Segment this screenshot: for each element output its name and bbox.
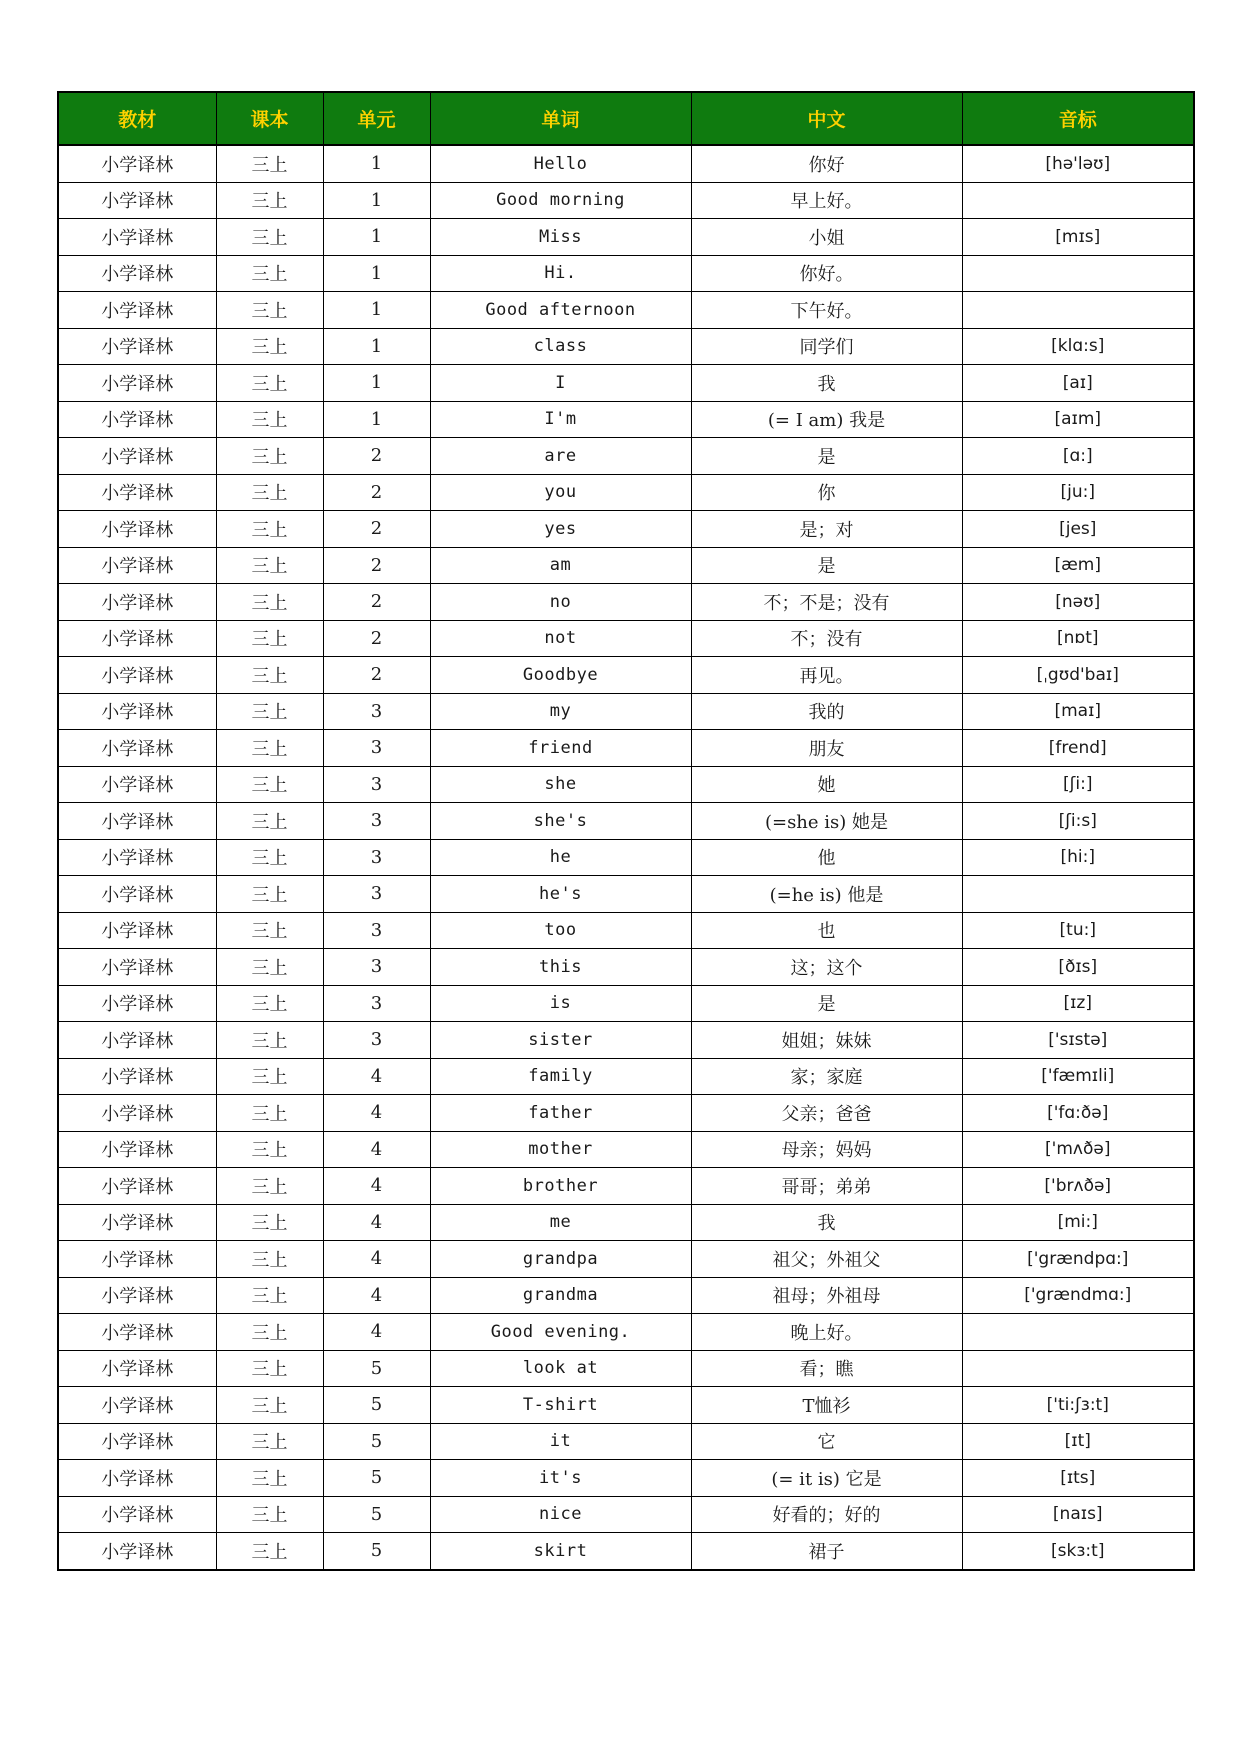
cell-phonetic: [962, 1314, 1194, 1351]
cell-textbook: 小学译林: [58, 693, 216, 730]
vocabulary-table: [57, 91, 1195, 1571]
table-body: [58, 145, 1194, 1570]
cell-chinese: 不；没有: [691, 620, 962, 657]
cell-unit: 1: [323, 365, 430, 402]
cell-textbook: 小学译林: [58, 145, 216, 182]
cell-phonetic: [frend]: [962, 730, 1194, 767]
cell-book: 三上: [216, 657, 323, 694]
cell-phonetic: [tu:]: [962, 912, 1194, 949]
cell-word: grandma: [430, 1277, 691, 1314]
cell-word: Good afternoon: [430, 292, 691, 329]
cell-word: am: [430, 547, 691, 584]
cell-textbook: 小学译林: [58, 912, 216, 949]
cell-unit: 5: [323, 1533, 430, 1570]
cell-book: 三上: [216, 1241, 323, 1278]
header-unit: 单元: [323, 92, 430, 145]
cell-unit: 3: [323, 1022, 430, 1059]
cell-textbook: 小学译林: [58, 1314, 216, 1351]
cell-chinese: 看；瞧: [691, 1350, 962, 1387]
header-row: [58, 92, 1194, 145]
cell-word: Miss: [430, 219, 691, 256]
cell-textbook: 小学译林: [58, 1277, 216, 1314]
cell-word: sister: [430, 1022, 691, 1059]
table-row: [58, 1241, 1194, 1278]
cell-textbook: 小学译林: [58, 1168, 216, 1205]
cell-phonetic: [mi:]: [962, 1204, 1194, 1241]
cell-textbook: 小学译林: [58, 584, 216, 621]
cell-chinese: (= it is) 它是: [691, 1460, 962, 1497]
cell-word: father: [430, 1095, 691, 1132]
cell-book: 三上: [216, 912, 323, 949]
cell-textbook: 小学译林: [58, 292, 216, 329]
table-row: [58, 219, 1194, 256]
cell-book: 三上: [216, 145, 323, 182]
cell-word: I'm: [430, 401, 691, 438]
cell-chinese: 这；这个: [691, 949, 962, 986]
cell-textbook: 小学译林: [58, 730, 216, 767]
cell-word: Good morning: [430, 182, 691, 219]
cell-textbook: 小学译林: [58, 1131, 216, 1168]
header-book: 课本: [216, 92, 323, 145]
cell-unit: 4: [323, 1277, 430, 1314]
cell-textbook: 小学译林: [58, 219, 216, 256]
cell-chinese: 她: [691, 766, 962, 803]
table-row: [58, 803, 1194, 840]
cell-phonetic: [æm]: [962, 547, 1194, 584]
cell-unit: 2: [323, 657, 430, 694]
cell-unit: 5: [323, 1496, 430, 1533]
cell-word: my: [430, 693, 691, 730]
table-row: [58, 1095, 1194, 1132]
cell-word: friend: [430, 730, 691, 767]
cell-phonetic: ['grændmɑ:]: [962, 1277, 1194, 1314]
cell-chinese: 也: [691, 912, 962, 949]
table-row: [58, 730, 1194, 767]
cell-book: 三上: [216, 474, 323, 511]
cell-unit: 4: [323, 1168, 430, 1205]
cell-textbook: 小学译林: [58, 839, 216, 876]
cell-chinese: 晚上好。: [691, 1314, 962, 1351]
table-row: [58, 1204, 1194, 1241]
cell-book: 三上: [216, 219, 323, 256]
cell-unit: 1: [323, 255, 430, 292]
cell-word: he's: [430, 876, 691, 913]
cell-book: 三上: [216, 511, 323, 548]
cell-unit: 4: [323, 1058, 430, 1095]
cell-chinese: 是: [691, 985, 962, 1022]
cell-chinese: 我: [691, 1204, 962, 1241]
cell-unit: 3: [323, 985, 430, 1022]
cell-textbook: 小学译林: [58, 1387, 216, 1424]
cell-word: Hi.: [430, 255, 691, 292]
cell-book: 三上: [216, 985, 323, 1022]
cell-chinese: (=she is) 她是: [691, 803, 962, 840]
cell-book: 三上: [216, 1168, 323, 1205]
cell-chinese: (=he is) 他是: [691, 876, 962, 913]
cell-phonetic: [ɪt]: [962, 1423, 1194, 1460]
table-row: [58, 1168, 1194, 1205]
cell-textbook: 小学译林: [58, 255, 216, 292]
table-row: [58, 657, 1194, 694]
cell-phonetic: [mɪs]: [962, 219, 1194, 256]
cell-phonetic: [maɪ]: [962, 693, 1194, 730]
cell-phonetic: [962, 182, 1194, 219]
cell-chinese: 祖父；外祖父: [691, 1241, 962, 1278]
cell-phonetic: ['ti:ʃɜ:t]: [962, 1387, 1194, 1424]
header-phonetic: 音标: [962, 92, 1194, 145]
cell-chinese: 我: [691, 365, 962, 402]
cell-word: brother: [430, 1168, 691, 1205]
cell-phonetic: [ðɪs]: [962, 949, 1194, 986]
cell-word: this: [430, 949, 691, 986]
table-row: [58, 328, 1194, 365]
cell-word: it: [430, 1423, 691, 1460]
cell-word: family: [430, 1058, 691, 1095]
table-row: [58, 145, 1194, 182]
table-row: [58, 511, 1194, 548]
cell-phonetic: [nəʊ]: [962, 584, 1194, 621]
cell-chinese: 你好: [691, 145, 962, 182]
cell-unit: 3: [323, 766, 430, 803]
cell-chinese: 不；不是；没有: [691, 584, 962, 621]
cell-book: 三上: [216, 547, 323, 584]
cell-unit: 4: [323, 1314, 430, 1351]
table-row: [58, 292, 1194, 329]
cell-book: 三上: [216, 584, 323, 621]
table-row: [58, 876, 1194, 913]
cell-unit: 4: [323, 1204, 430, 1241]
table-row: [58, 255, 1194, 292]
cell-chinese: 小姐: [691, 219, 962, 256]
table-row: [58, 1387, 1194, 1424]
cell-book: 三上: [216, 328, 323, 365]
cell-book: 三上: [216, 438, 323, 475]
cell-chinese: 是: [691, 547, 962, 584]
cell-phonetic: ['grændpɑ:]: [962, 1241, 1194, 1278]
table-row: [58, 401, 1194, 438]
cell-word: I: [430, 365, 691, 402]
cell-book: 三上: [216, 1095, 323, 1132]
cell-unit: 4: [323, 1241, 430, 1278]
cell-phonetic: ['mʌðə]: [962, 1131, 1194, 1168]
table-row: [58, 1533, 1194, 1570]
cell-phonetic: [aɪ]: [962, 365, 1194, 402]
cell-book: 三上: [216, 1277, 323, 1314]
cell-textbook: 小学译林: [58, 1350, 216, 1387]
cell-chinese: 朋友: [691, 730, 962, 767]
cell-book: 三上: [216, 1533, 323, 1570]
cell-unit: 2: [323, 547, 430, 584]
header-word: 单词: [430, 92, 691, 145]
table-row: [58, 1423, 1194, 1460]
cell-phonetic: [ɑ:]: [962, 438, 1194, 475]
cell-chinese: 裙子: [691, 1533, 962, 1570]
cell-unit: 5: [323, 1350, 430, 1387]
cell-word: she: [430, 766, 691, 803]
cell-textbook: 小学译林: [58, 1496, 216, 1533]
table-row: [58, 547, 1194, 584]
cell-book: 三上: [216, 766, 323, 803]
cell-chinese: 我的: [691, 693, 962, 730]
cell-word: are: [430, 438, 691, 475]
cell-textbook: 小学译林: [58, 1204, 216, 1241]
cell-textbook: 小学译林: [58, 401, 216, 438]
cell-textbook: 小学译林: [58, 1460, 216, 1497]
cell-unit: 5: [323, 1423, 430, 1460]
cell-unit: 3: [323, 949, 430, 986]
cell-word: yes: [430, 511, 691, 548]
cell-textbook: 小学译林: [58, 1241, 216, 1278]
cell-phonetic: [ɪz]: [962, 985, 1194, 1022]
cell-unit: 3: [323, 803, 430, 840]
cell-chinese: 早上好。: [691, 182, 962, 219]
cell-word: Hello: [430, 145, 691, 182]
table-row: [58, 620, 1194, 657]
cell-unit: 2: [323, 438, 430, 475]
cell-book: 三上: [216, 1022, 323, 1059]
cell-textbook: 小学译林: [58, 803, 216, 840]
cell-book: 三上: [216, 1058, 323, 1095]
table-row: [58, 985, 1194, 1022]
cell-chinese: 再见。: [691, 657, 962, 694]
cell-book: 三上: [216, 803, 323, 840]
cell-chinese: 下午好。: [691, 292, 962, 329]
cell-textbook: 小学译林: [58, 365, 216, 402]
cell-book: 三上: [216, 876, 323, 913]
cell-book: 三上: [216, 693, 323, 730]
cell-phonetic: ['brʌðə]: [962, 1168, 1194, 1205]
cell-phonetic: [nɒt]: [962, 620, 1194, 657]
cell-unit: 3: [323, 730, 430, 767]
table-row: [58, 584, 1194, 621]
cell-book: 三上: [216, 1387, 323, 1424]
cell-unit: 1: [323, 401, 430, 438]
table-row: [58, 1058, 1194, 1095]
cell-book: 三上: [216, 1131, 323, 1168]
cell-word: no: [430, 584, 691, 621]
cell-textbook: 小学译林: [58, 438, 216, 475]
cell-unit: 2: [323, 584, 430, 621]
cell-textbook: 小学译林: [58, 876, 216, 913]
cell-unit: 2: [323, 620, 430, 657]
cell-phonetic: ['fæmɪli]: [962, 1058, 1194, 1095]
cell-phonetic: [962, 292, 1194, 329]
cell-unit: 3: [323, 839, 430, 876]
cell-word: is: [430, 985, 691, 1022]
cell-book: 三上: [216, 292, 323, 329]
cell-unit: 1: [323, 292, 430, 329]
cell-textbook: 小学译林: [58, 985, 216, 1022]
cell-textbook: 小学译林: [58, 766, 216, 803]
cell-chinese: 是: [691, 438, 962, 475]
cell-textbook: 小学译林: [58, 1533, 216, 1570]
table-row: [58, 1277, 1194, 1314]
cell-book: 三上: [216, 1423, 323, 1460]
table-row: [58, 1496, 1194, 1533]
cell-unit: 2: [323, 511, 430, 548]
cell-word: mother: [430, 1131, 691, 1168]
header-chinese: 中文: [691, 92, 962, 145]
table-row: [58, 182, 1194, 219]
cell-chinese: 你好。: [691, 255, 962, 292]
cell-chinese: 同学们: [691, 328, 962, 365]
cell-unit: 4: [323, 1095, 430, 1132]
table-row: [58, 474, 1194, 511]
cell-book: 三上: [216, 401, 323, 438]
table-header: [58, 92, 1194, 145]
cell-phonetic: [hə'ləʊ]: [962, 145, 1194, 182]
cell-book: 三上: [216, 949, 323, 986]
cell-word: Goodbye: [430, 657, 691, 694]
cell-chinese: 父亲；爸爸: [691, 1095, 962, 1132]
cell-word: she's: [430, 803, 691, 840]
cell-phonetic: [ʃi:]: [962, 766, 1194, 803]
vocabulary-sheet: [57, 91, 1193, 1571]
cell-phonetic: [ʃi:s]: [962, 803, 1194, 840]
cell-chinese: (= I am) 我是: [691, 401, 962, 438]
cell-chinese: 好看的；好的: [691, 1496, 962, 1533]
cell-textbook: 小学译林: [58, 182, 216, 219]
cell-textbook: 小学译林: [58, 620, 216, 657]
cell-word: Good evening.: [430, 1314, 691, 1351]
table-row: [58, 1350, 1194, 1387]
cell-phonetic: [skɜ:t]: [962, 1533, 1194, 1570]
cell-textbook: 小学译林: [58, 1423, 216, 1460]
cell-word: grandpa: [430, 1241, 691, 1278]
cell-word: too: [430, 912, 691, 949]
cell-word: you: [430, 474, 691, 511]
cell-phonetic: [962, 255, 1194, 292]
cell-book: 三上: [216, 620, 323, 657]
cell-book: 三上: [216, 365, 323, 402]
table-row: [58, 1460, 1194, 1497]
cell-chinese: 他: [691, 839, 962, 876]
cell-book: 三上: [216, 255, 323, 292]
cell-chinese: 家；家庭: [691, 1058, 962, 1095]
cell-word: skirt: [430, 1533, 691, 1570]
cell-chinese: 是；对: [691, 511, 962, 548]
cell-unit: 3: [323, 912, 430, 949]
cell-unit: 4: [323, 1131, 430, 1168]
cell-phonetic: [aɪm]: [962, 401, 1194, 438]
table-row: [58, 766, 1194, 803]
cell-unit: 2: [323, 474, 430, 511]
cell-word: nice: [430, 1496, 691, 1533]
cell-unit: 1: [323, 145, 430, 182]
table-row: [58, 1022, 1194, 1059]
cell-word: class: [430, 328, 691, 365]
cell-phonetic: ['sɪstə]: [962, 1022, 1194, 1059]
cell-book: 三上: [216, 1314, 323, 1351]
table-row: [58, 839, 1194, 876]
cell-phonetic: [jes]: [962, 511, 1194, 548]
cell-chinese: 母亲；妈妈: [691, 1131, 962, 1168]
cell-textbook: 小学译林: [58, 328, 216, 365]
table-row: [58, 1314, 1194, 1351]
cell-chinese: 祖母；外祖母: [691, 1277, 962, 1314]
cell-word: me: [430, 1204, 691, 1241]
cell-phonetic: [naɪs]: [962, 1496, 1194, 1533]
table-row: [58, 438, 1194, 475]
cell-phonetic: ['fɑ:ðə]: [962, 1095, 1194, 1132]
cell-textbook: 小学译林: [58, 1058, 216, 1095]
cell-word: look at: [430, 1350, 691, 1387]
table-row: [58, 912, 1194, 949]
cell-book: 三上: [216, 730, 323, 767]
cell-phonetic: [hi:]: [962, 839, 1194, 876]
cell-textbook: 小学译林: [58, 657, 216, 694]
table-row: [58, 693, 1194, 730]
cell-unit: 1: [323, 328, 430, 365]
cell-textbook: 小学译林: [58, 474, 216, 511]
cell-word: T-shirt: [430, 1387, 691, 1424]
cell-textbook: 小学译林: [58, 949, 216, 986]
table-row: [58, 949, 1194, 986]
cell-book: 三上: [216, 1350, 323, 1387]
cell-unit: 3: [323, 876, 430, 913]
cell-chinese: 姐姐；妹妹: [691, 1022, 962, 1059]
cell-book: 三上: [216, 1496, 323, 1533]
cell-unit: 1: [323, 182, 430, 219]
cell-word: not: [430, 620, 691, 657]
cell-phonetic: [ˌgʊd'baɪ]: [962, 657, 1194, 694]
cell-phonetic: [ɪts]: [962, 1460, 1194, 1497]
cell-textbook: 小学译林: [58, 547, 216, 584]
table-row: [58, 365, 1194, 402]
cell-unit: 5: [323, 1460, 430, 1497]
cell-phonetic: [ju:]: [962, 474, 1194, 511]
cell-textbook: 小学译林: [58, 511, 216, 548]
cell-book: 三上: [216, 1460, 323, 1497]
table-row: [58, 1131, 1194, 1168]
cell-book: 三上: [216, 1204, 323, 1241]
cell-chinese: T恤衫: [691, 1387, 962, 1424]
cell-unit: 3: [323, 693, 430, 730]
cell-phonetic: [klɑ:s]: [962, 328, 1194, 365]
cell-phonetic: [962, 876, 1194, 913]
cell-book: 三上: [216, 839, 323, 876]
cell-phonetic: [962, 1350, 1194, 1387]
cell-word: it's: [430, 1460, 691, 1497]
cell-word: he: [430, 839, 691, 876]
cell-chinese: 哥哥；弟弟: [691, 1168, 962, 1205]
cell-book: 三上: [216, 182, 323, 219]
cell-chinese: 你: [691, 474, 962, 511]
header-textbook: 教材: [58, 92, 216, 145]
cell-unit: 5: [323, 1387, 430, 1424]
cell-textbook: 小学译林: [58, 1022, 216, 1059]
cell-textbook: 小学译林: [58, 1095, 216, 1132]
cell-unit: 1: [323, 219, 430, 256]
cell-chinese: 它: [691, 1423, 962, 1460]
